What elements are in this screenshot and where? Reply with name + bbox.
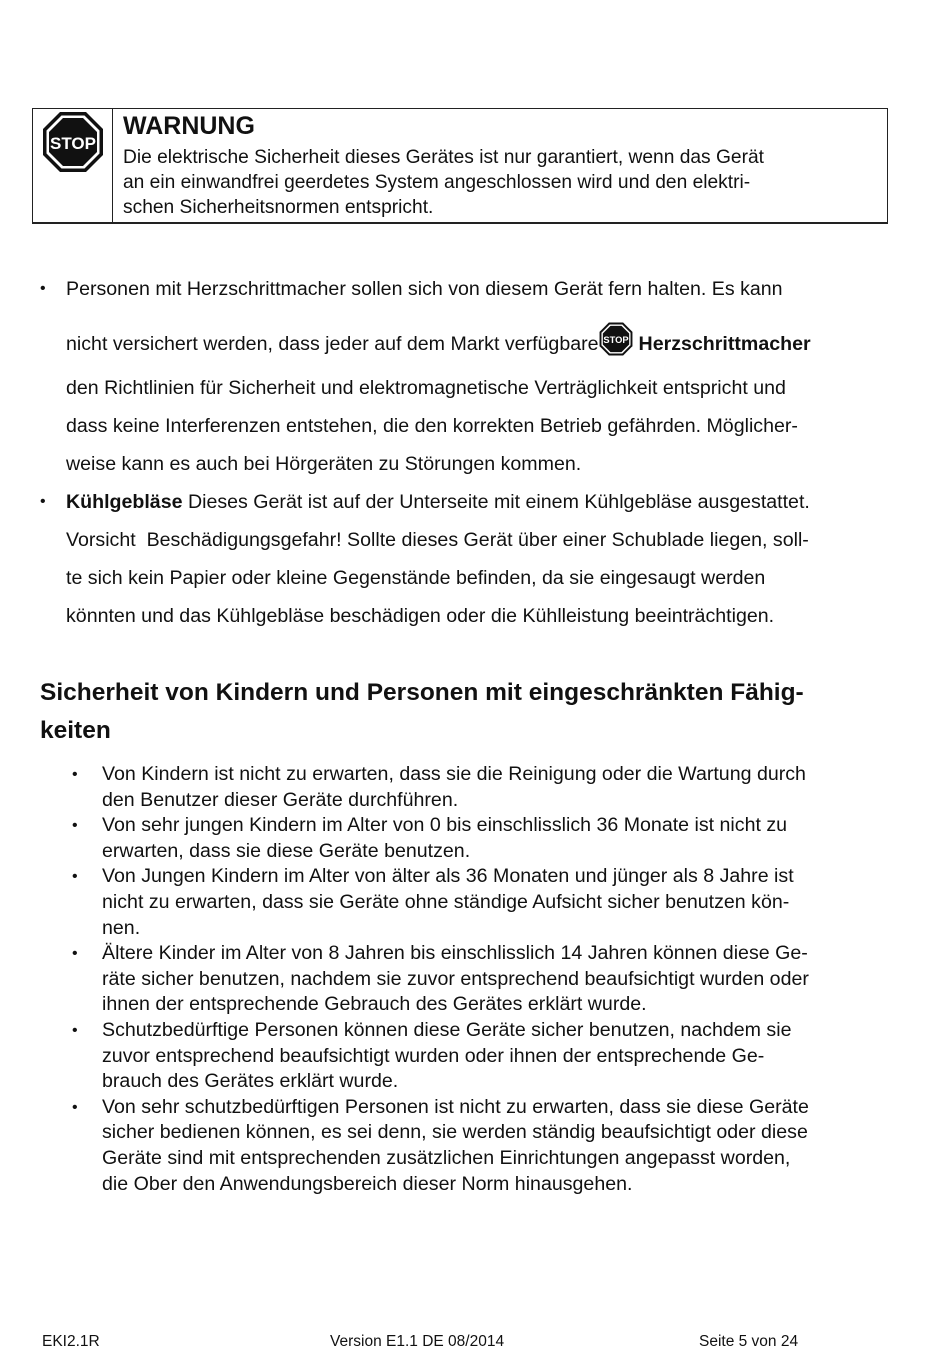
- warning-icon-cell: [33, 109, 113, 222]
- section-heading: [40, 674, 900, 750]
- list-item: [72, 762, 902, 813]
- warning-body: [123, 145, 863, 220]
- cooling-line: te sich kein Papier oder kleine Gegenstände befinden, da sie eingesaugt werden: [66, 567, 766, 589]
- stop-sign-icon: [42, 111, 104, 173]
- list-item: [72, 941, 902, 1018]
- footer-model: EKI2.1R: [42, 1333, 100, 1350]
- list-item-line: Schutzbedürftige Personen können diese Geräte sicher benutzen, nachdem sie: [102, 1018, 792, 1041]
- safety-notes-list: [38, 270, 908, 635]
- section-heading-line: Sicherheit von Kindern und Personen mit eingeschränkten Fähig-: [40, 679, 804, 706]
- list-item-line: nen.: [102, 916, 141, 939]
- bullet-icon: •: [72, 1098, 78, 1116]
- pacemaker-line: nicht versichert werden, dass jeder auf dem Markt verfügbare: [66, 333, 599, 355]
- list-item: [72, 813, 902, 864]
- cooling-line: könnten und das Kühlgebläse beschädigen oder die Kühlleistung beeinträchtigen.: [66, 605, 775, 627]
- cooling-bold-term: Kühlgebläse: [66, 491, 183, 513]
- list-item-line: Geräte sind mit entsprechenden zusätzlichen Einrichtungen angepasst worden,: [102, 1146, 791, 1169]
- pacemaker-bold-term: Herzschrittmacher: [638, 333, 811, 355]
- stop-sign-text: STOP: [49, 134, 96, 153]
- list-item-line: erwarten, dass sie diese Geräte benutzen.: [102, 839, 471, 862]
- list-item: [72, 1018, 902, 1095]
- pacemaker-line: den Richtlinien für Sicherheit und elektromagnetische Verträglichkeit entspricht und: [66, 377, 786, 399]
- pacemaker-line: weise kann es auch bei Hörgeräten zu Störungen kommen.: [66, 453, 582, 475]
- list-item-line: nicht zu erwarten, dass sie Geräte ohne ständige Aufsicht sicher benutzen kön-: [102, 890, 790, 913]
- stop-sign-text: STOP: [602, 334, 629, 345]
- list-item-line: sicher bedienen können, es sei denn, sie werden ständig beaufsichtigt oder diese: [102, 1121, 808, 1144]
- list-item-line: Von Kindern ist nicht zu erwarten, dass sie die Reinigung oder die Wartung durch: [102, 763, 806, 785]
- footer-page-number: Seite 5 von 24: [699, 1333, 799, 1350]
- section-heading-line: keiten: [40, 717, 111, 744]
- bullet-icon: •: [72, 945, 78, 963]
- list-item-line: ihnen der entsprechende Gebrauch des Gerätes erklärt wurde.: [102, 993, 647, 1016]
- pacemaker-line: dass keine Interferenzen entstehen, die den korrekten Betrieb gefährden. Möglicher-: [66, 415, 798, 437]
- list-item: [72, 1095, 902, 1197]
- warning-text-cell: [113, 109, 887, 222]
- pacemaker-line: Personen mit Herzschrittmacher sollen sich von diesem Gerät fern halten. Es kann: [66, 278, 783, 300]
- list-item-pacemaker: [38, 270, 908, 483]
- bullet-icon: •: [40, 280, 46, 297]
- footer-version: Version E1.1 DE 08/2014: [330, 1333, 505, 1350]
- list-item-line: Von sehr schutzbedürftigen Personen ist nicht zu erwarten, dass sie diese Geräte: [102, 1095, 809, 1118]
- list-item-line: brauch des Gerätes erklärt wurde.: [102, 1070, 399, 1093]
- list-item: [72, 864, 902, 941]
- list-item-cooling: [38, 483, 908, 635]
- warning-line: Die elektrische Sicherheit dieses Gerätes ist nur garantiert, wenn das Gerät: [123, 147, 764, 168]
- warning-box: [32, 108, 888, 224]
- warning-line: an ein einwandfrei geerdetes System angeschlossen wird und den elektri-: [123, 172, 751, 193]
- bullet-icon: •: [72, 868, 78, 886]
- list-item-line: Von Jungen Kindern im Alter von älter als 36 Monaten und jünger als 8 Jahre ist: [102, 865, 794, 888]
- stop-sign-icon: [599, 322, 633, 369]
- child-safety-list: [72, 762, 902, 1197]
- warning-line: schen Sicherheitsnormen entspricht.: [123, 197, 434, 218]
- bullet-icon: •: [72, 766, 78, 783]
- cooling-line: Dieses Gerät ist auf der Unterseite mit einem Kühlgebläse ausgestattet.: [182, 491, 810, 513]
- bullet-icon: •: [40, 493, 46, 510]
- list-item-line: den Benutzer dieser Geräte durchführen.: [102, 788, 459, 811]
- list-item-line: zuvor entsprechend beaufsichtigt wurden oder ihnen der entsprechende Ge-: [102, 1044, 765, 1067]
- list-item-line: die Ober den Anwendungsbereich dieser Norm hinausgehen.: [102, 1172, 633, 1195]
- list-item-line: räte sicher benutzen, nachdem sie zuvor entsprechend beaufsichtigt wurden oder: [102, 967, 809, 990]
- warning-title: WARNUNG: [123, 112, 255, 140]
- bullet-icon: •: [72, 817, 78, 835]
- cooling-line: Vorsicht Beschädigungsgefahr! Sollte dieses Gerät über einer Schublade liegen, soll-: [66, 529, 809, 551]
- bullet-icon: •: [72, 1021, 78, 1039]
- list-item-line: Von sehr jungen Kindern im Alter von 0 bis einschlisslich 36 Monate ist nicht zu: [102, 814, 788, 837]
- list-item-line: Ältere Kinder im Alter von 8 Jahren bis einschlisslich 14 Jahren können diese Ge-: [102, 942, 808, 965]
